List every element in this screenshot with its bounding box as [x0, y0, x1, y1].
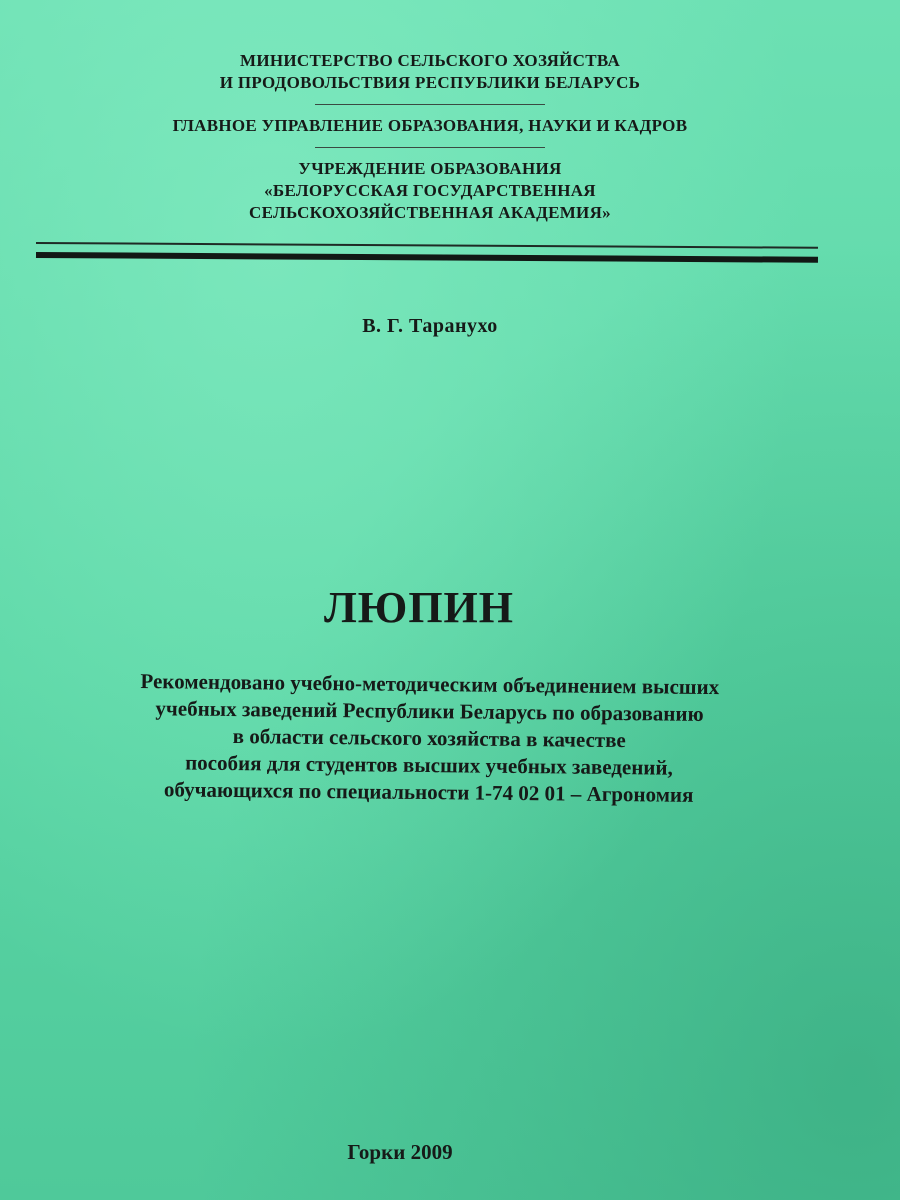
header-double-rule — [36, 242, 818, 264]
institution-name — [40, 158, 820, 224]
recommendation-line-2: учебных заведений Республики Беларусь по образованию — [155, 696, 704, 726]
recommendation-text — [39, 667, 820, 810]
institution-line-3: СЕЛЬСКОХОЗЯЙСТВЕННАЯ АКАДЕМИЯ» — [249, 203, 611, 222]
header-rule-thick — [36, 252, 818, 263]
recommendation-line-5: обучающихся по специальности 1-74 02 01 – Агрономия — [163, 777, 694, 807]
ministry-line-1: МИНИСТЕРСТВО СЕЛЬСКОГО ХОЗЯЙСТВА — [239, 51, 621, 70]
institution-line-1: УЧРЕЖДЕНИЕ ОБРАЗОВАНИЯ — [298, 159, 562, 178]
recommendation-line-4: пособия для студентов высших учебных заведений, — [185, 750, 673, 780]
author-name: В. Г. Таранухо — [362, 315, 498, 337]
header-separator-1 — [315, 104, 545, 105]
recommendation-line-1: Рекомендовано учебно-методическим объединением высших — [140, 669, 720, 700]
directorate-name: ГЛАВНОЕ УПРАВЛЕНИЕ ОБРАЗОВАНИЯ, НАУКИ И КАДРОВ — [172, 116, 688, 135]
recommendation-line-3: в области сельского хозяйства в качестве — [232, 724, 626, 753]
ministry-name — [40, 50, 820, 94]
document-header — [40, 50, 820, 224]
book-title: ЛЮПИН — [323, 583, 514, 632]
header-separator-2 — [315, 147, 545, 148]
place-and-year: Горки 2009 — [347, 1140, 453, 1164]
institution-line-2: «БЕЛОРУССКАЯ ГОСУДАРСТВЕННАЯ — [264, 181, 596, 200]
ministry-line-2: И ПРОДОВОЛЬСТВИЯ РЕСПУБЛИКИ БЕЛАРУСЬ — [219, 73, 641, 92]
header-rule-thin — [36, 242, 818, 249]
